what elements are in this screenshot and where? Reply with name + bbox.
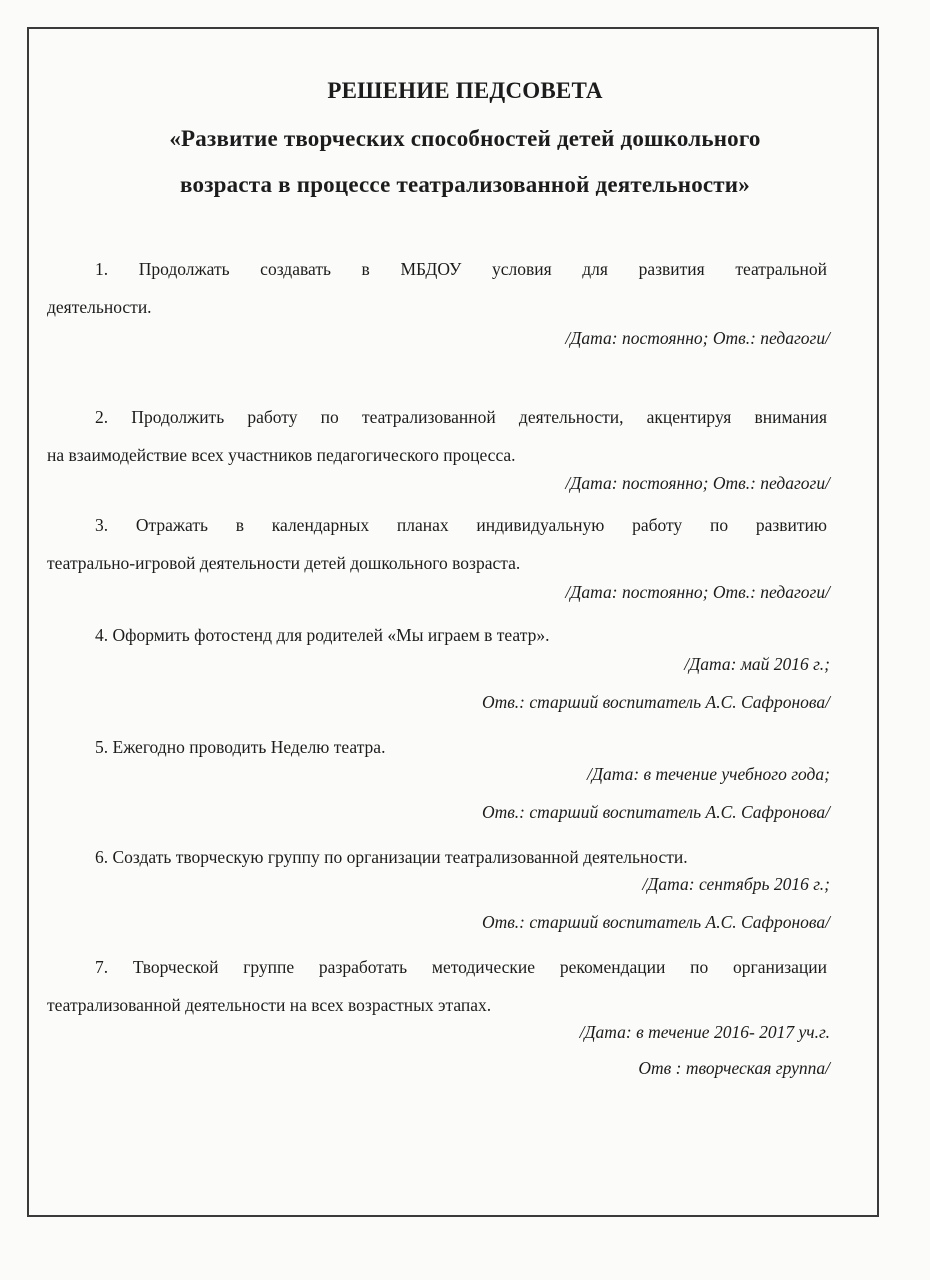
decision-item-6 xyxy=(47,838,827,876)
decision-item-5-note-responsible: Отв.: старший воспитатель А.С. Сафронова/ xyxy=(481,802,830,822)
decision-item-7 xyxy=(47,948,827,1024)
decision-item-3-line-2: театрально-игровой деятельности детей дошкольного возраста. xyxy=(47,553,521,573)
document-subtitle-line-2: возраста в процессе театрализованной деятельности» xyxy=(180,172,750,197)
decision-item-1-line-2: деятельности. xyxy=(47,297,152,317)
decision-item-1 xyxy=(47,250,827,326)
decision-item-7-line-2: театрализованной деятельности на всех возрастных этапах. xyxy=(47,995,492,1015)
decision-item-3-note: /Дата: постоянно; Отв.: педагоги/ xyxy=(565,582,830,602)
decision-item-2-note: /Дата: постоянно; Отв.: педагоги/ xyxy=(565,473,830,493)
decision-item-2 xyxy=(47,398,827,474)
decision-item-6-note-date: /Дата: сентябрь 2016 г.; xyxy=(642,874,830,894)
decision-item-7-line-1: 7. Творческой группе разработать методические рекомендации по организации xyxy=(95,957,827,977)
decision-item-1-note: /Дата: постоянно; Отв.: педагоги/ xyxy=(565,328,830,348)
decision-item-3 xyxy=(47,506,827,582)
decision-item-5-note-date: /Дата: в течение учебного года; xyxy=(586,764,830,784)
decision-item-2-line-1: 2. Продолжить работу по театрализованной деятельности, акцентируя внимания xyxy=(95,407,827,427)
decision-item-4-note-date: /Дата: май 2016 г.; xyxy=(684,654,830,674)
document-title: РЕШЕНИЕ ПЕДСОВЕТА xyxy=(327,78,603,103)
decision-item-3-line-1: 3. Отражать в календарных планах индивидуальную работу по развитию xyxy=(95,515,827,535)
decision-item-4-note-responsible: Отв.: старший воспитатель А.С. Сафронова/ xyxy=(481,692,830,712)
decision-item-1-line-1: 1. Продолжать создавать в МБДОУ условия для развития театральной xyxy=(95,259,827,279)
decision-item-6-note-responsible: Отв.: старший воспитатель А.С. Сафронова/ xyxy=(481,912,830,932)
decision-item-5 xyxy=(47,728,827,766)
decision-item-2-line-2: на взаимодействие всех участников педагогического процесса. xyxy=(47,445,516,465)
decision-item-7-note-date: /Дата: в течение 2016- 2017 уч.г. xyxy=(579,1022,830,1042)
decision-item-6-line-1: 6. Создать творческую группу по организации театрализованной деятельности. xyxy=(95,847,688,867)
decision-item-7-note-responsible: Отв : творческая группа/ xyxy=(638,1058,830,1078)
decision-item-5-line-1: 5. Ежегодно проводить Неделю театра. xyxy=(95,737,386,757)
decision-item-4 xyxy=(47,616,827,654)
decision-item-4-line-1: 4. Оформить фотостенд для родителей «Мы играем в театр». xyxy=(95,625,550,645)
document-subtitle-line-1: «Развитие творческих способностей детей дошкольного xyxy=(169,126,761,151)
